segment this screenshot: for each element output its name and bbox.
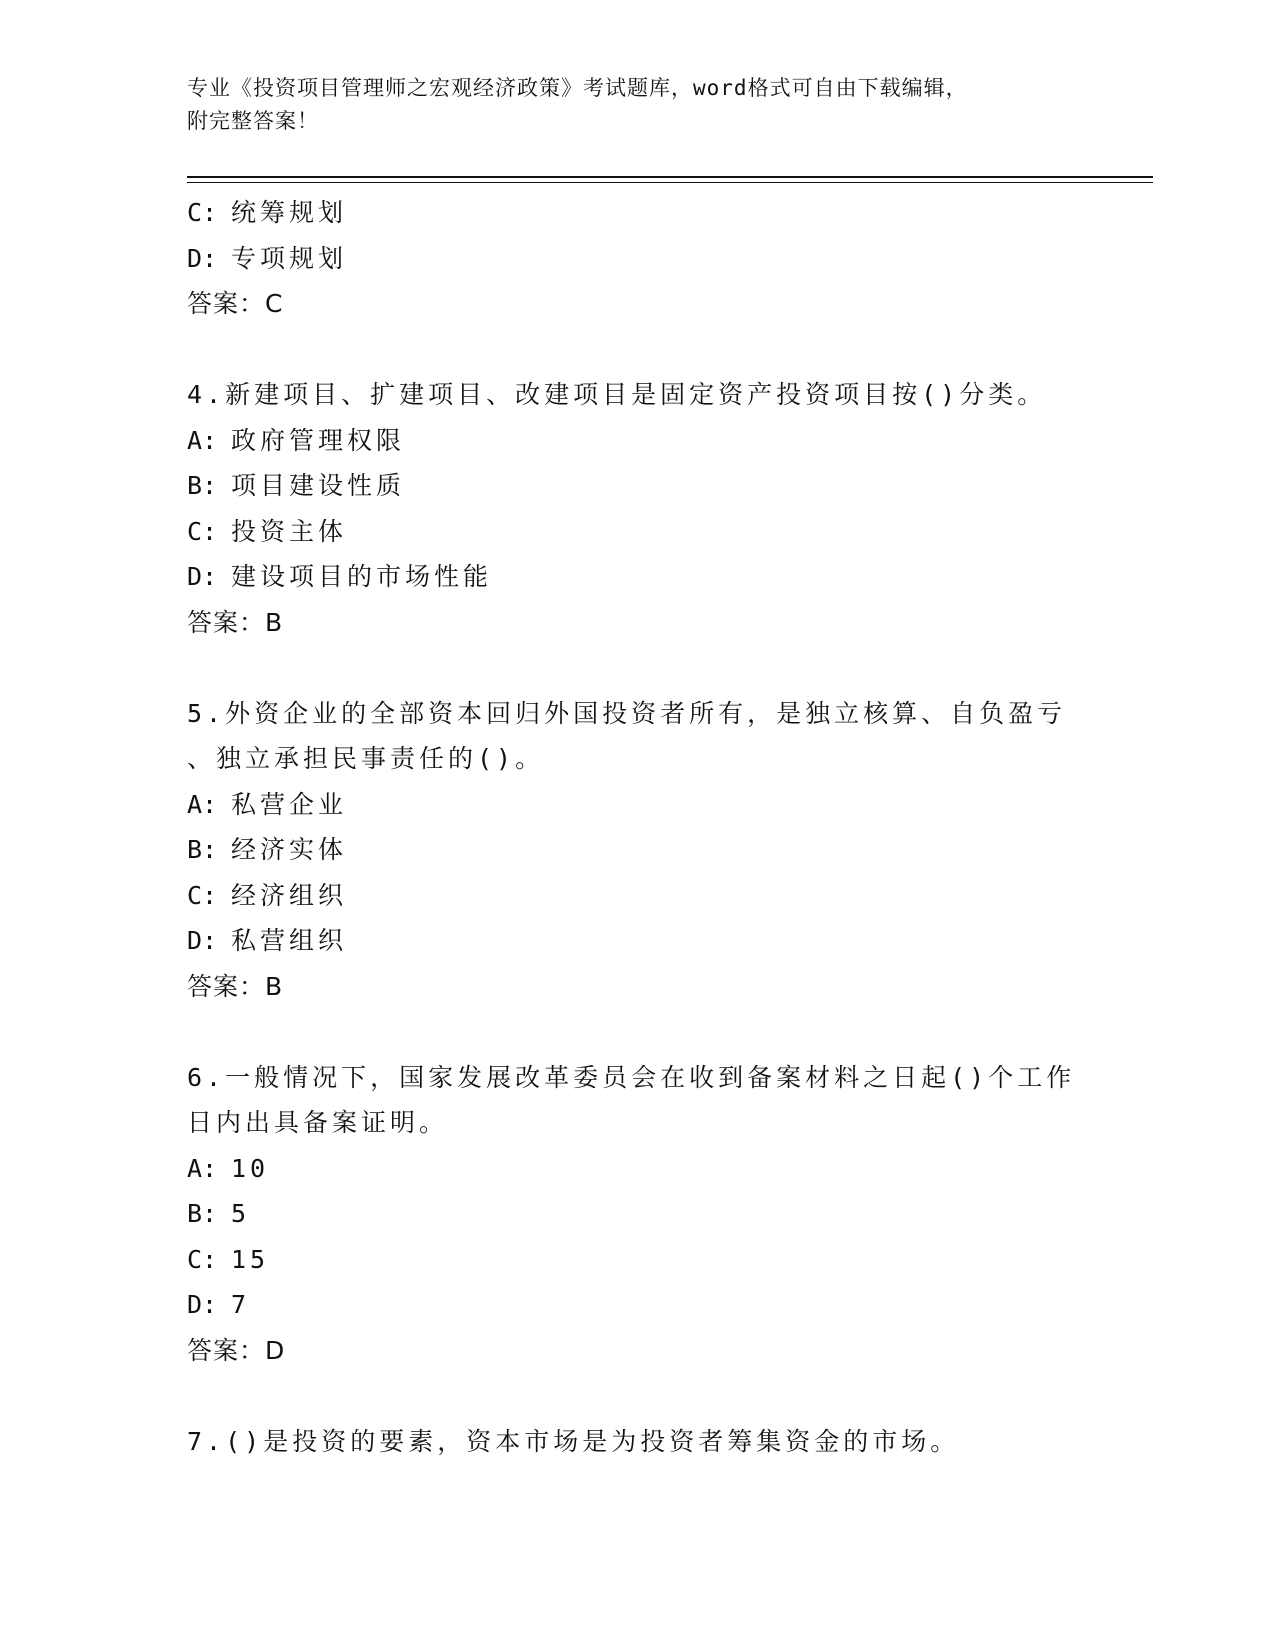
option-b: [187, 463, 1067, 509]
question-text: 5.外资企业的全部资本回归外国投资者所有，是独立核算、自负盈亏: [187, 698, 1067, 728]
spacer: [187, 645, 1067, 691]
option-a: [187, 782, 1067, 828]
option-text: 10: [231, 1153, 270, 1183]
option-text: 7: [231, 1290, 251, 1319]
option-letter: B:: [187, 835, 218, 864]
answer-line: 答案：B: [187, 607, 284, 637]
option-letter: B:: [187, 1199, 218, 1228]
option-letter: D:: [187, 1290, 218, 1319]
question-text: 6.一般情况下，国家发展改革委员会在收到备案材料之日起()个工作: [187, 1062, 1076, 1092]
option-a: [187, 1146, 1067, 1192]
option-letter: C:: [187, 1244, 218, 1274]
header-line-2: 附完整答案！: [187, 109, 319, 133]
option-b: [187, 1191, 1067, 1237]
option-letter: D:: [187, 243, 218, 273]
question-content: [187, 190, 1076, 1464]
question-text: 7.()是投资的要素，资本市场是为投资者筹集资金的市场。: [187, 1426, 960, 1456]
option-letter: C:: [187, 880, 218, 910]
option-c: [187, 509, 1067, 555]
option-letter: A:: [187, 425, 218, 455]
option-d: [187, 236, 1067, 282]
answer-line: 答案：B: [187, 971, 284, 1001]
spacer: [187, 1009, 1067, 1055]
option-text: 15: [231, 1244, 270, 1274]
option-text: 专项规划: [231, 243, 348, 273]
header-divider-thick: [187, 176, 1153, 178]
question-6: [187, 1055, 1076, 1374]
option-text: 投资主体: [231, 516, 348, 546]
option-letter: D:: [187, 926, 218, 955]
option-text: 经济实体: [231, 835, 348, 864]
option-text: 政府管理权限: [231, 425, 406, 455]
question-3: [187, 190, 1067, 327]
header-divider-thin: [187, 182, 1153, 183]
option-letter: C:: [187, 516, 218, 546]
option-letter: B:: [187, 471, 218, 500]
option-b: [187, 827, 1067, 873]
option-c: [187, 873, 1067, 919]
option-c: [187, 190, 1067, 236]
question-5: [187, 691, 1067, 1010]
document-header: [187, 72, 1087, 138]
option-text: 项目建设性质: [231, 471, 406, 500]
question-7: [187, 1419, 1067, 1465]
spacer: [187, 327, 1067, 373]
question-text: 4.新建项目、扩建项目、改建项目是固定资产投资项目按()分类。: [187, 380, 1047, 409]
question-4: [187, 372, 1067, 645]
option-d: [187, 554, 1067, 600]
option-letter: C:: [187, 198, 218, 227]
option-text: 经济组织: [231, 880, 348, 910]
option-c: [187, 1237, 1067, 1283]
option-text: 私营企业: [231, 789, 348, 819]
option-text: 建设项目的市场性能: [231, 562, 493, 591]
answer-line: 答案：C: [187, 289, 284, 318]
option-text: 私营组织: [231, 926, 348, 955]
option-text: 5: [231, 1199, 251, 1228]
header-line-1: 专业《投资项目管理师之宏观经济政策》考试题库，word格式可自由下载编辑，: [187, 76, 968, 100]
question-text: 日内出具备案证明。: [187, 1108, 449, 1137]
option-text: 统筹规划: [231, 198, 348, 227]
option-letter: A:: [187, 1153, 218, 1183]
question-text: 、独立承担民事责任的()。: [187, 744, 545, 773]
option-letter: D:: [187, 562, 218, 591]
option-d: [187, 918, 1067, 964]
spacer: [187, 1373, 1067, 1419]
option-a: [187, 418, 1067, 464]
option-d: [187, 1282, 1067, 1328]
answer-line: 答案：D: [187, 1335, 286, 1365]
option-letter: A:: [187, 789, 218, 819]
